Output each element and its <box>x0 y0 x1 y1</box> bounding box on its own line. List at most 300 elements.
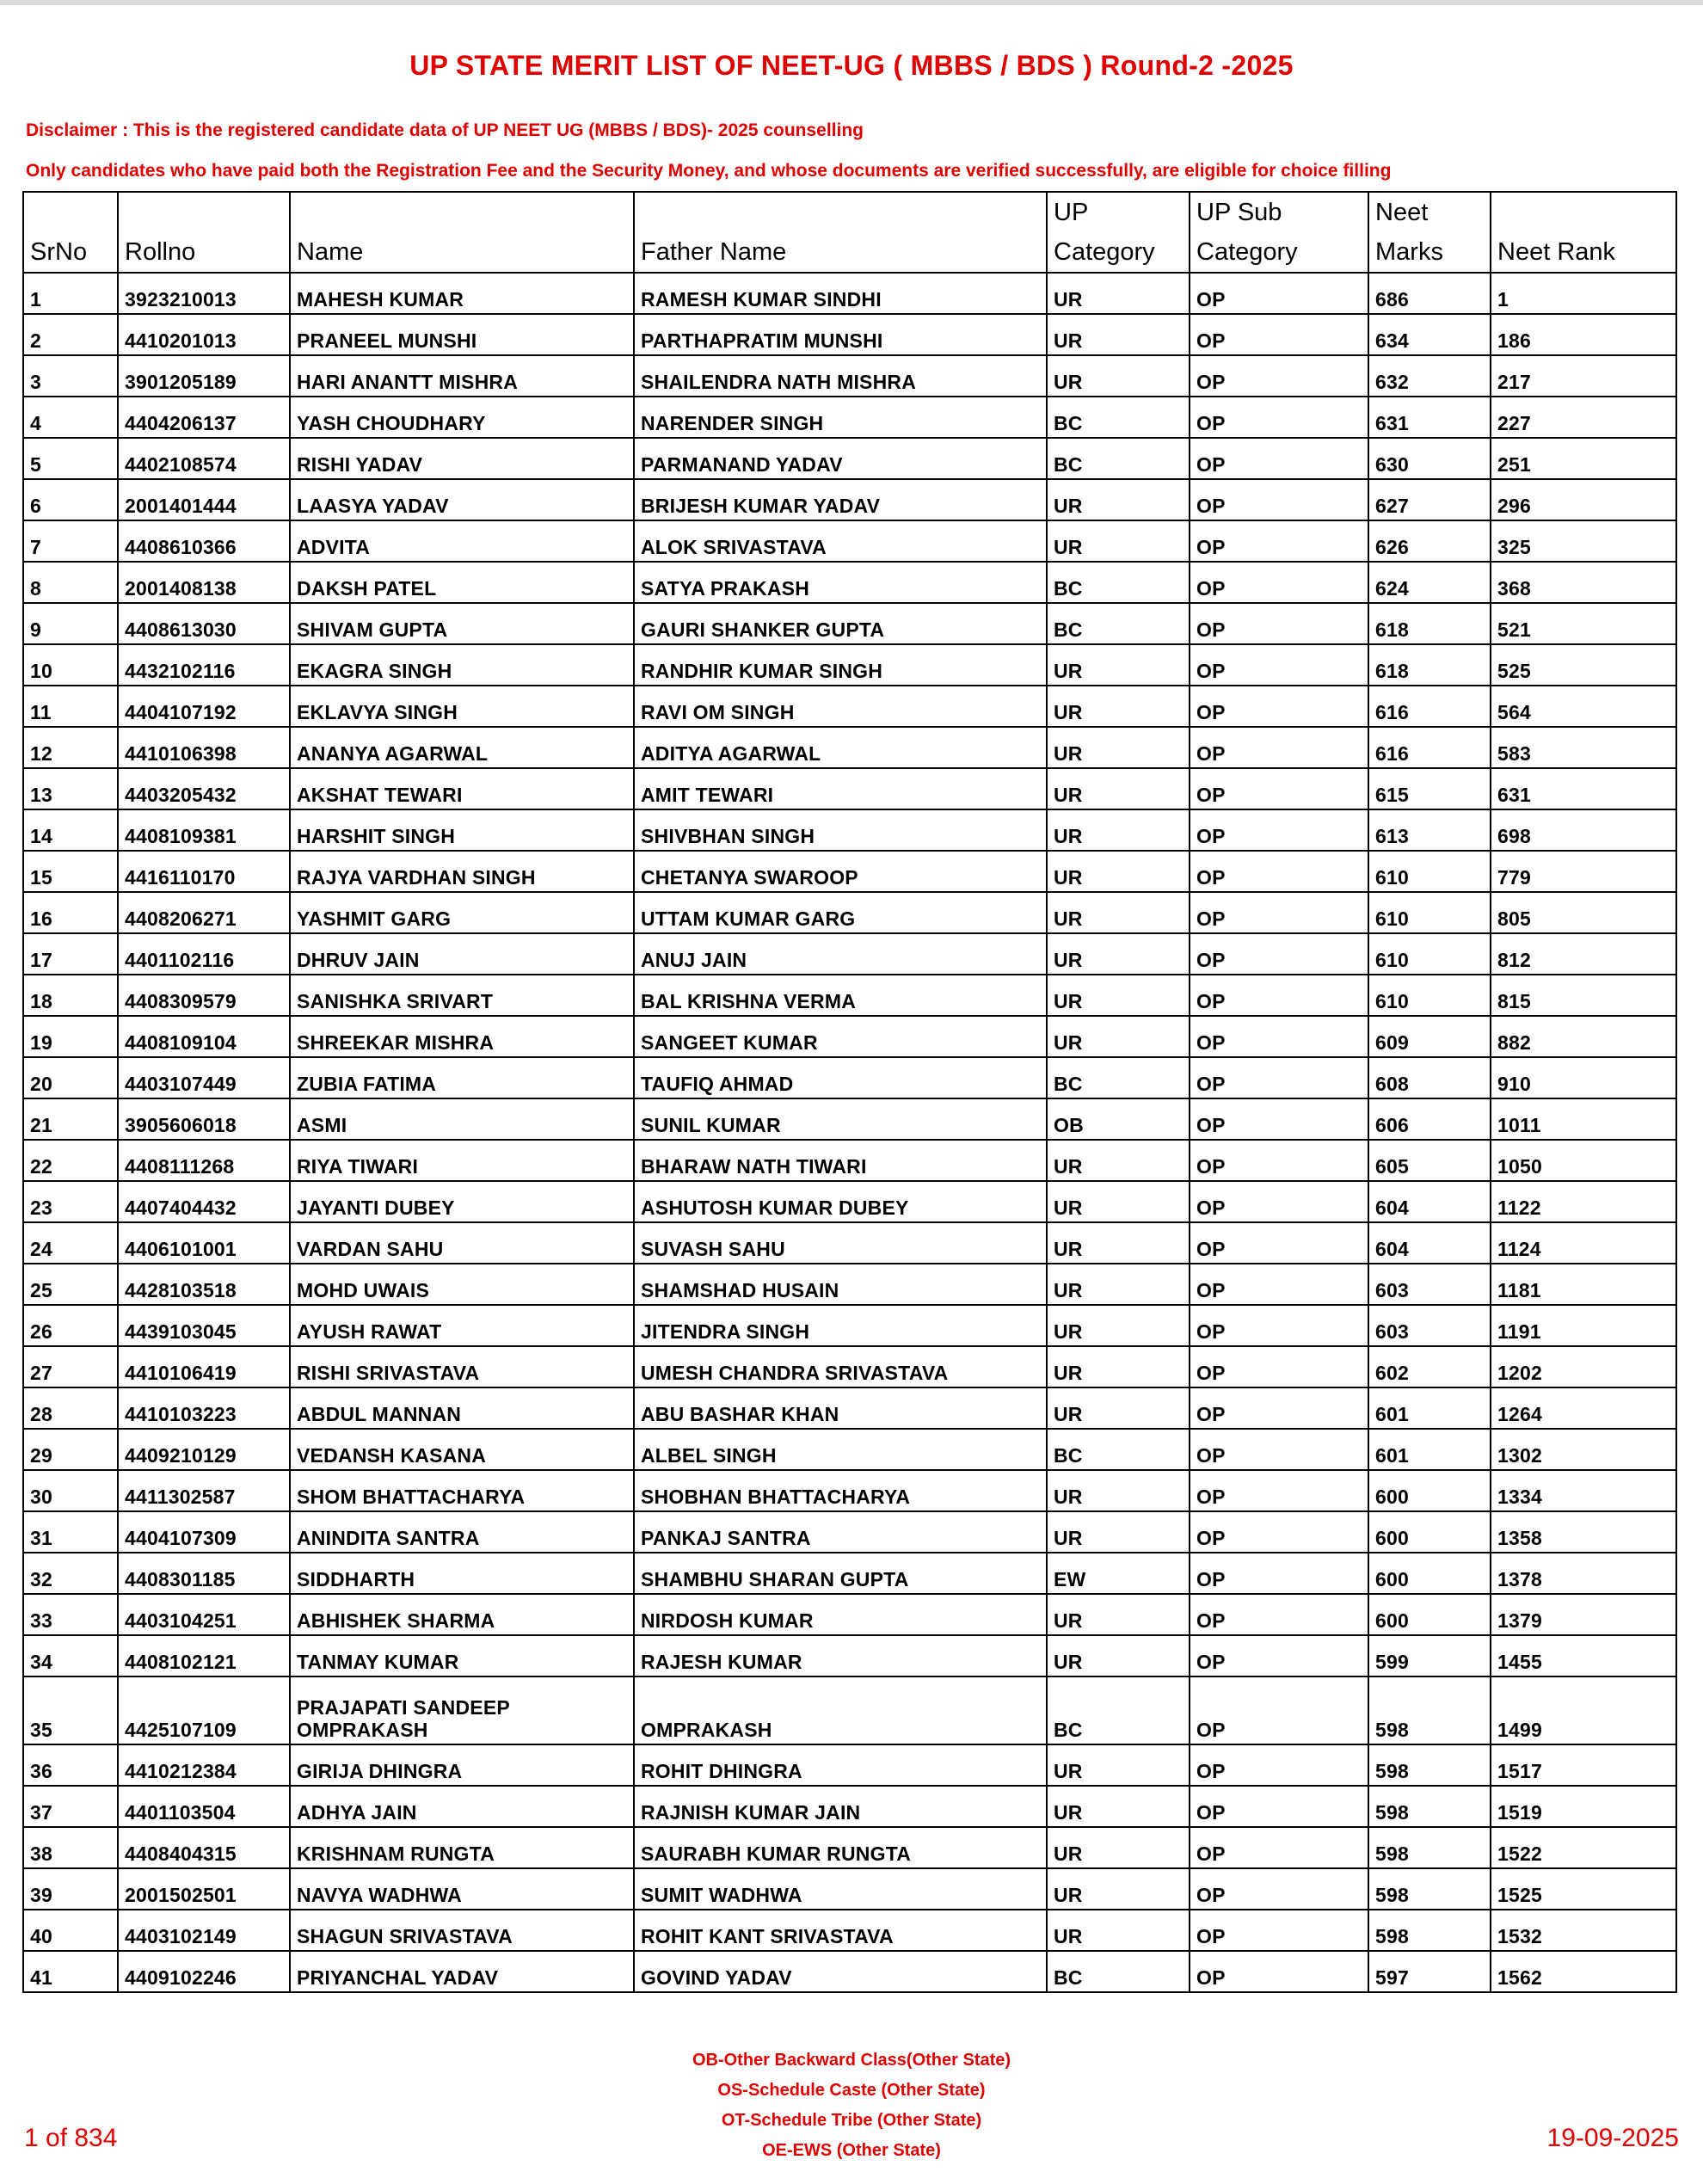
cell-rollno: 4439103045 <box>118 1305 290 1346</box>
cell-rollno: 3901205189 <box>118 355 290 397</box>
cell-up-category: UR <box>1047 520 1190 562</box>
cell-father-name: ROHIT DHINGRA <box>634 1744 1047 1786</box>
cell-srno: 39 <box>23 1868 118 1910</box>
cell-rollno: 4403104251 <box>118 1594 290 1635</box>
cell-up-category: UR <box>1047 1181 1190 1222</box>
cell-neet-rank: 1202 <box>1491 1346 1676 1387</box>
cell-srno: 40 <box>23 1910 118 1951</box>
cell-srno: 33 <box>23 1594 118 1635</box>
table-row <box>23 1868 1676 1910</box>
disclaimer-line-2: Only candidates who have paid both the Registration Fee and the Security Money, and whose documents are verified successfully, are eligible for choice filling <box>26 161 1392 181</box>
cell-father-name: SAURABH KUMAR RUNGTA <box>634 1827 1047 1868</box>
cell-name: ADVITA <box>290 520 634 562</box>
cell-up-category: BC <box>1047 1951 1190 1992</box>
cell-rollno: 4404107192 <box>118 686 290 727</box>
cell-up-sub-category: OP <box>1190 1222 1368 1264</box>
cell-up-category: UR <box>1047 1387 1190 1429</box>
cell-neet-marks: 601 <box>1368 1387 1491 1429</box>
legend-item: OS-Schedule Caste (Other State) <box>717 2081 986 2100</box>
cell-up-category: UR <box>1047 1140 1190 1181</box>
cell-up-category: UR <box>1047 851 1190 892</box>
cell-father-name: NIRDOSH KUMAR <box>634 1594 1047 1635</box>
cell-father-name: SHAMBHU SHARAN GUPTA <box>634 1553 1047 1594</box>
cell-name: AKSHAT TEWARI <box>290 768 634 809</box>
cell-up-sub-category: OP <box>1190 1676 1368 1744</box>
cell-up-sub-category: OP <box>1190 1511 1368 1553</box>
cell-srno: 19 <box>23 1016 118 1057</box>
cell-father-name: BHARAW NATH TIWARI <box>634 1140 1047 1181</box>
cell-srno: 5 <box>23 438 118 479</box>
cell-srno: 27 <box>23 1346 118 1387</box>
cell-up-category: UR <box>1047 1222 1190 1264</box>
cell-up-sub-category: OP <box>1190 1098 1368 1140</box>
legend-item: OT-Schedule Tribe (Other State) <box>721 2111 982 2130</box>
cell-up-category: BC <box>1047 1057 1190 1098</box>
cell-neet-rank: 1525 <box>1491 1868 1676 1910</box>
table-body <box>23 273 1676 1992</box>
cell-name: VARDAN SAHU <box>290 1222 634 1264</box>
cell-neet-rank: 227 <box>1491 397 1676 438</box>
header-neet-marks: Neet Marks <box>1368 192 1491 273</box>
cell-neet-rank: 325 <box>1491 520 1676 562</box>
cell-up-sub-category: OP <box>1190 851 1368 892</box>
cell-name: GIRIJA DHINGRA <box>290 1744 634 1786</box>
cell-up-sub-category: OP <box>1190 975 1368 1016</box>
cell-father-name: BAL KRISHNA VERMA <box>634 975 1047 1016</box>
cell-neet-marks: 598 <box>1368 1744 1491 1786</box>
header-up-category: UP Category <box>1047 192 1190 273</box>
cell-rollno: 4408109104 <box>118 1016 290 1057</box>
cell-up-sub-category: OP <box>1190 1470 1368 1511</box>
cell-neet-marks: 600 <box>1368 1594 1491 1635</box>
table-row <box>23 644 1676 686</box>
cell-neet-marks: 610 <box>1368 933 1491 975</box>
cell-father-name: ALBEL SINGH <box>634 1429 1047 1470</box>
cell-neet-rank: 1 <box>1491 273 1676 314</box>
table-row <box>23 768 1676 809</box>
cell-up-sub-category: OP <box>1190 1910 1368 1951</box>
cell-name: SIDDHARTH <box>290 1553 634 1594</box>
cell-rollno: 4408610366 <box>118 520 290 562</box>
table-row <box>23 1429 1676 1470</box>
cell-neet-rank: 1522 <box>1491 1827 1676 1868</box>
cell-up-sub-category: OP <box>1190 892 1368 933</box>
cell-up-sub-category: OP <box>1190 1305 1368 1346</box>
cell-name: ANINDITA SANTRA <box>290 1511 634 1553</box>
cell-up-category: UR <box>1047 1868 1190 1910</box>
cell-neet-rank: 779 <box>1491 851 1676 892</box>
cell-srno: 3 <box>23 355 118 397</box>
cell-neet-rank: 217 <box>1491 355 1676 397</box>
table-row <box>23 1910 1676 1951</box>
cell-neet-marks: 598 <box>1368 1868 1491 1910</box>
cell-rollno: 4410212384 <box>118 1744 290 1786</box>
cell-neet-marks: 610 <box>1368 892 1491 933</box>
cell-rollno: 4410106398 <box>118 727 290 768</box>
table-header-row <box>23 192 1676 273</box>
table-row <box>23 1744 1676 1786</box>
table-row <box>23 273 1676 314</box>
cell-name: DAKSH PATEL <box>290 562 634 603</box>
table-row <box>23 1635 1676 1676</box>
cell-up-category: UR <box>1047 314 1190 355</box>
cell-neet-rank: 1264 <box>1491 1387 1676 1429</box>
cell-neet-rank: 1122 <box>1491 1181 1676 1222</box>
table-row <box>23 1098 1676 1140</box>
cell-neet-marks: 631 <box>1368 397 1491 438</box>
cell-up-category: BC <box>1047 1429 1190 1470</box>
cell-rollno: 4401102116 <box>118 933 290 975</box>
cell-name: LAASYA YADAV <box>290 479 634 520</box>
header-rollno: Rollno <box>118 192 290 273</box>
cell-father-name: SHOBHAN BHATTACHARYA <box>634 1470 1047 1511</box>
cell-name: YASH CHOUDHARY <box>290 397 634 438</box>
cell-srno: 21 <box>23 1098 118 1140</box>
cell-srno: 2 <box>23 314 118 355</box>
cell-srno: 32 <box>23 1553 118 1594</box>
cell-name: HARSHIT SINGH <box>290 809 634 851</box>
cell-neet-marks: 616 <box>1368 727 1491 768</box>
cell-neet-marks: 598 <box>1368 1827 1491 1868</box>
cell-father-name: ABU BASHAR KHAN <box>634 1387 1047 1429</box>
cell-up-category: EW <box>1047 1553 1190 1594</box>
cell-srno: 29 <box>23 1429 118 1470</box>
cell-rollno: 4403102149 <box>118 1910 290 1951</box>
cell-neet-marks: 609 <box>1368 1016 1491 1057</box>
cell-rollno: 3923210013 <box>118 273 290 314</box>
cell-rollno: 4408404315 <box>118 1827 290 1868</box>
cell-neet-marks: 618 <box>1368 644 1491 686</box>
cell-up-category: UR <box>1047 975 1190 1016</box>
cell-neet-marks: 599 <box>1368 1635 1491 1676</box>
cell-rollno: 4401103504 <box>118 1786 290 1827</box>
cell-name: SHIVAM GUPTA <box>290 603 634 644</box>
cell-name: HARI ANANTT MISHRA <box>290 355 634 397</box>
cell-neet-marks: 600 <box>1368 1511 1491 1553</box>
cell-srno: 18 <box>23 975 118 1016</box>
cell-name: ADHYA JAIN <box>290 1786 634 1827</box>
table-row <box>23 727 1676 768</box>
cell-up-sub-category: OP <box>1190 1868 1368 1910</box>
cell-up-sub-category: OP <box>1190 1429 1368 1470</box>
cell-father-name: PARTHAPRATIM MUNSHI <box>634 314 1047 355</box>
cell-neet-marks: 613 <box>1368 809 1491 851</box>
cell-neet-marks: 608 <box>1368 1057 1491 1098</box>
cell-rollno: 4408301185 <box>118 1553 290 1594</box>
table-row <box>23 1676 1676 1744</box>
cell-neet-marks: 604 <box>1368 1222 1491 1264</box>
cell-up-category: UR <box>1047 1346 1190 1387</box>
table-row <box>23 1511 1676 1553</box>
cell-name: SHREEKAR MISHRA <box>290 1016 634 1057</box>
cell-srno: 14 <box>23 809 118 851</box>
cell-rollno: 4402108574 <box>118 438 290 479</box>
cell-srno: 13 <box>23 768 118 809</box>
header-srno: SrNo <box>23 192 118 273</box>
cell-rollno: 4425107109 <box>118 1676 290 1744</box>
cell-up-sub-category: OP <box>1190 314 1368 355</box>
cell-up-category: BC <box>1047 562 1190 603</box>
cell-up-sub-category: OP <box>1190 933 1368 975</box>
cell-up-sub-category: OP <box>1190 1057 1368 1098</box>
table-row <box>23 1346 1676 1387</box>
cell-srno: 36 <box>23 1744 118 1786</box>
cell-neet-rank: 812 <box>1491 933 1676 975</box>
cell-neet-rank: 296 <box>1491 479 1676 520</box>
cell-up-category: UR <box>1047 1511 1190 1553</box>
cell-rollno: 4403107449 <box>118 1057 290 1098</box>
cell-neet-rank: 1519 <box>1491 1786 1676 1827</box>
cell-up-category: UR <box>1047 1016 1190 1057</box>
cell-neet-rank: 1191 <box>1491 1305 1676 1346</box>
cell-up-sub-category: OP <box>1190 479 1368 520</box>
cell-rollno: 3905606018 <box>118 1098 290 1140</box>
cell-father-name: NARENDER SINGH <box>634 397 1047 438</box>
cell-name: NAVYA WADHWA <box>290 1868 634 1910</box>
cell-name: TANMAY KUMAR <box>290 1635 634 1676</box>
cell-father-name: JITENDRA SINGH <box>634 1305 1047 1346</box>
cell-neet-marks: 602 <box>1368 1346 1491 1387</box>
cell-up-sub-category: OP <box>1190 1786 1368 1827</box>
cell-name: MOHD UWAIS <box>290 1264 634 1305</box>
cell-rollno: 4410201013 <box>118 314 290 355</box>
cell-neet-marks: 618 <box>1368 603 1491 644</box>
cell-rollno: 4411302587 <box>118 1470 290 1511</box>
cell-father-name: TAUFIQ AHMAD <box>634 1057 1047 1098</box>
cell-neet-marks: 634 <box>1368 314 1491 355</box>
table-row <box>23 314 1676 355</box>
cell-rollno: 4404107309 <box>118 1511 290 1553</box>
cell-name: ZUBIA FATIMA <box>290 1057 634 1098</box>
cell-neet-marks: 604 <box>1368 1181 1491 1222</box>
cell-neet-rank: 805 <box>1491 892 1676 933</box>
cell-rollno: 4410106419 <box>118 1346 290 1387</box>
cell-rollno: 4408109381 <box>118 809 290 851</box>
cell-father-name: RAVI OM SINGH <box>634 686 1047 727</box>
cell-up-category: UR <box>1047 809 1190 851</box>
cell-neet-marks: 603 <box>1368 1305 1491 1346</box>
cell-up-sub-category: OP <box>1190 727 1368 768</box>
cell-father-name: RAMESH KUMAR SINDHI <box>634 273 1047 314</box>
cell-neet-rank: 1562 <box>1491 1951 1676 1992</box>
cell-srno: 15 <box>23 851 118 892</box>
table-row <box>23 975 1676 1016</box>
cell-srno: 24 <box>23 1222 118 1264</box>
cell-srno: 10 <box>23 644 118 686</box>
cell-up-category: BC <box>1047 397 1190 438</box>
cell-srno: 25 <box>23 1264 118 1305</box>
table-row <box>23 851 1676 892</box>
disclaimer-line-1: Disclaimer : This is the registered candidate data of UP NEET UG (MBBS / BDS)- 2025 counselling <box>26 120 864 140</box>
header-up-sub-category: UP Sub Category <box>1190 192 1368 273</box>
cell-up-sub-category: OP <box>1190 603 1368 644</box>
cell-neet-marks: 606 <box>1368 1098 1491 1140</box>
cell-up-category: UR <box>1047 768 1190 809</box>
cell-srno: 22 <box>23 1140 118 1181</box>
cell-father-name: UTTAM KUMAR GARG <box>634 892 1047 933</box>
cell-srno: 34 <box>23 1635 118 1676</box>
header-father-name: Father Name <box>634 192 1047 273</box>
cell-rollno: 4428103518 <box>118 1264 290 1305</box>
table-row <box>23 355 1676 397</box>
table-row <box>23 1305 1676 1346</box>
cell-father-name: OMPRAKASH <box>634 1676 1047 1744</box>
cell-srno: 41 <box>23 1951 118 1992</box>
cell-father-name: GAURI SHANKER GUPTA <box>634 603 1047 644</box>
cell-neet-rank: 1455 <box>1491 1635 1676 1676</box>
cell-neet-rank: 1358 <box>1491 1511 1676 1553</box>
cell-name: SHOM BHATTACHARYA <box>290 1470 634 1511</box>
cell-up-category: UR <box>1047 1910 1190 1951</box>
cell-up-sub-category: OP <box>1190 1346 1368 1387</box>
cell-father-name: ROHIT KANT SRIVASTAVA <box>634 1910 1047 1951</box>
cell-up-sub-category: OP <box>1190 1827 1368 1868</box>
cell-neet-rank: 368 <box>1491 562 1676 603</box>
cell-neet-rank: 251 <box>1491 438 1676 479</box>
table-row <box>23 1786 1676 1827</box>
cell-rollno: 4410103223 <box>118 1387 290 1429</box>
cell-up-category: UR <box>1047 1264 1190 1305</box>
cell-rollno: 4408206271 <box>118 892 290 933</box>
cell-up-category: UR <box>1047 892 1190 933</box>
cell-father-name: ANUJ JAIN <box>634 933 1047 975</box>
cell-name: ABHISHEK SHARMA <box>290 1594 634 1635</box>
table-row <box>23 892 1676 933</box>
cell-name: PRIYANCHAL YADAV <box>290 1951 634 1992</box>
cell-name: ASMI <box>290 1098 634 1140</box>
cell-up-sub-category: OP <box>1190 1635 1368 1676</box>
cell-name: SHAGUN SRIVASTAVA <box>290 1910 634 1951</box>
cell-srno: 7 <box>23 520 118 562</box>
table-row <box>23 1827 1676 1868</box>
cell-up-sub-category: OP <box>1190 1140 1368 1181</box>
cell-name: RIYA TIWARI <box>290 1140 634 1181</box>
cell-neet-rank: 186 <box>1491 314 1676 355</box>
cell-srno: 35 <box>23 1676 118 1744</box>
cell-father-name: ASHUTOSH KUMAR DUBEY <box>634 1181 1047 1222</box>
cell-up-sub-category: OP <box>1190 1016 1368 1057</box>
cell-srno: 23 <box>23 1181 118 1222</box>
table-row <box>23 1140 1676 1181</box>
cell-father-name: SUMIT WADHWA <box>634 1868 1047 1910</box>
cell-srno: 6 <box>23 479 118 520</box>
top-rule <box>0 0 1703 5</box>
table-row <box>23 1057 1676 1098</box>
cell-father-name: PANKAJ SANTRA <box>634 1511 1047 1553</box>
header-name: Name <box>290 192 634 273</box>
cell-rollno: 2001401444 <box>118 479 290 520</box>
cell-up-category: UR <box>1047 1305 1190 1346</box>
cell-rollno: 2001502501 <box>118 1868 290 1910</box>
cell-srno: 16 <box>23 892 118 933</box>
cell-srno: 30 <box>23 1470 118 1511</box>
cell-rollno: 4409102246 <box>118 1951 290 1992</box>
cell-name: ANANYA AGARWAL <box>290 727 634 768</box>
cell-up-sub-category: OP <box>1190 397 1368 438</box>
cell-neet-marks: 597 <box>1368 1951 1491 1992</box>
cell-srno: 4 <box>23 397 118 438</box>
cell-father-name: GOVIND YADAV <box>634 1951 1047 1992</box>
table-row <box>23 686 1676 727</box>
cell-up-category: UR <box>1047 355 1190 397</box>
cell-neet-marks: 598 <box>1368 1676 1491 1744</box>
table-row <box>23 1016 1676 1057</box>
cell-neet-marks: 624 <box>1368 562 1491 603</box>
cell-neet-marks: 601 <box>1368 1429 1491 1470</box>
cell-srno: 9 <box>23 603 118 644</box>
cell-neet-rank: 521 <box>1491 603 1676 644</box>
cell-neet-rank: 698 <box>1491 809 1676 851</box>
cell-name: MAHESH KUMAR <box>290 273 634 314</box>
cell-neet-rank: 815 <box>1491 975 1676 1016</box>
cell-father-name: RANDHIR KUMAR SINGH <box>634 644 1047 686</box>
cell-rollno: 4407404432 <box>118 1181 290 1222</box>
cell-up-sub-category: OP <box>1190 355 1368 397</box>
cell-up-category: UR <box>1047 479 1190 520</box>
cell-name: SANISHKA SRIVART <box>290 975 634 1016</box>
cell-srno: 1 <box>23 273 118 314</box>
cell-neet-marks: 600 <box>1368 1470 1491 1511</box>
cell-father-name: RAJNISH KUMAR JAIN <box>634 1786 1047 1827</box>
cell-neet-rank: 631 <box>1491 768 1676 809</box>
cell-srno: 28 <box>23 1387 118 1429</box>
cell-up-category: UR <box>1047 1470 1190 1511</box>
cell-up-category: UR <box>1047 1786 1190 1827</box>
header-neet-rank: Neet Rank <box>1491 192 1676 273</box>
cell-father-name: PARMANAND YADAV <box>634 438 1047 479</box>
cell-srno: 11 <box>23 686 118 727</box>
cell-name: DHRUV JAIN <box>290 933 634 975</box>
cell-up-category: UR <box>1047 1635 1190 1676</box>
cell-up-sub-category: OP <box>1190 644 1368 686</box>
cell-up-category: UR <box>1047 273 1190 314</box>
cell-father-name: ADITYA AGARWAL <box>634 727 1047 768</box>
cell-neet-rank: 1050 <box>1491 1140 1676 1181</box>
cell-father-name: SANGEET KUMAR <box>634 1016 1047 1057</box>
cell-neet-marks: 686 <box>1368 273 1491 314</box>
cell-up-category: BC <box>1047 438 1190 479</box>
cell-neet-marks: 615 <box>1368 768 1491 809</box>
cell-father-name: BRIJESH KUMAR YADAV <box>634 479 1047 520</box>
page-title: UP STATE MERIT LIST OF NEET-UG ( MBBS / BDS ) Round-2 -2025 <box>409 50 1294 81</box>
cell-up-sub-category: OP <box>1190 686 1368 727</box>
cell-rollno: 4408309579 <box>118 975 290 1016</box>
cell-name: VEDANSH KASANA <box>290 1429 634 1470</box>
cell-neet-rank: 1499 <box>1491 1676 1676 1744</box>
cell-name: YASHMIT GARG <box>290 892 634 933</box>
cell-father-name: SHAMSHAD HUSAIN <box>634 1264 1047 1305</box>
cell-father-name: SATYA PRAKASH <box>634 562 1047 603</box>
cell-neet-rank: 1302 <box>1491 1429 1676 1470</box>
merit-list-table <box>22 191 1677 1993</box>
cell-srno: 37 <box>23 1786 118 1827</box>
table-row <box>23 479 1676 520</box>
cell-neet-marks: 610 <box>1368 851 1491 892</box>
table-row <box>23 1594 1676 1635</box>
cell-up-sub-category: OP <box>1190 438 1368 479</box>
table-row <box>23 1553 1676 1594</box>
footer-date: 19-09-2025 <box>1546 2124 1679 2152</box>
cell-up-sub-category: OP <box>1190 1387 1368 1429</box>
cell-name: AYUSH RAWAT <box>290 1305 634 1346</box>
cell-rollno: 4408102121 <box>118 1635 290 1676</box>
cell-neet-marks: 600 <box>1368 1553 1491 1594</box>
cell-neet-marks: 630 <box>1368 438 1491 479</box>
table-row <box>23 562 1676 603</box>
cell-neet-marks: 616 <box>1368 686 1491 727</box>
cell-name: PRAJAPATI SANDEEP OMPRAKASH <box>290 1676 634 1744</box>
table-row <box>23 1222 1676 1264</box>
